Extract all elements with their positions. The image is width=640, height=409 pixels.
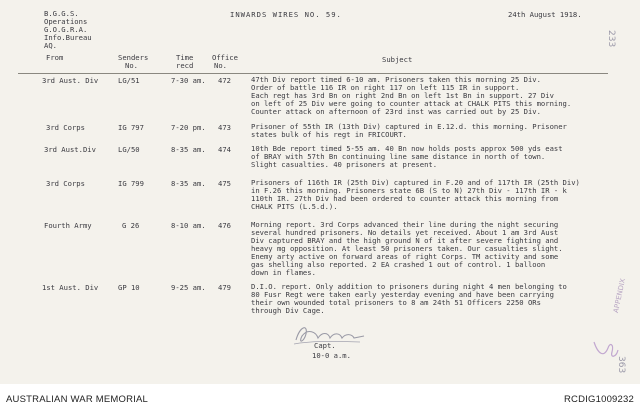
subject-line: Morning report. 3rd Corps advanced their line during the night securing: [251, 220, 559, 229]
margin-page-number: 363: [616, 356, 626, 374]
subject-line: D.I.O. report. Only addition to prisoners during night 4 men belonging to: [251, 282, 567, 291]
col-header-senders-no: No.: [125, 61, 138, 70]
cell-from: 3rd Corps: [46, 123, 85, 132]
org-line: G.O.G.R.A.: [44, 25, 88, 34]
document-date: 24th August 1918.: [508, 10, 582, 19]
cell-senders-no: IG 797: [118, 123, 144, 132]
org-line: AQ.: [44, 41, 57, 50]
subject-line: Prisoners of 116th IR (25th Div) captured in F.20 and of 117th IR (25th Div): [251, 178, 580, 187]
cell-senders-no: IG 799: [118, 179, 144, 188]
cell-from: 1st Aust. Div: [42, 283, 99, 292]
subject-line: Prisoner of 55th IR (13th Div) captured in E.12.d. this morning. Prisoner: [251, 122, 567, 131]
cell-from: 3rd Aust. Div: [42, 76, 99, 85]
margin-folio-number: 233: [606, 30, 616, 48]
subject-line: 110th IR. 27th Div had been ordered to counter attack this morning from: [251, 194, 559, 203]
col-header-office-no: No.: [214, 61, 227, 70]
cell-office-no: 475: [218, 179, 231, 188]
subject-line: gas shelling also reported. 2 EA crashed 1 out of control. 1 balloon: [251, 260, 546, 269]
subject-line: Slight casualties. 40 prisoners at present.: [251, 160, 438, 169]
subject-line: heavy mg opposition. At least 50 prisoners taken. Our casualties slight.: [251, 244, 563, 253]
subject-line: through Div Cage.: [251, 306, 325, 315]
cell-senders-no: G 26: [122, 221, 140, 230]
cell-senders-no: LG/51: [118, 76, 140, 85]
col-header-time: Time: [176, 53, 194, 62]
subject-line: Counter attack on afternoon of 23rd inst was carried out by 25 Div.: [251, 107, 541, 116]
archive-footer: [0, 384, 640, 409]
subject-line: their own wounded total prisoners to 8 am 24th 51 Officers 2250 ORs: [251, 298, 541, 307]
subject-line: on left of 25 Div were going to counter attack at CHALK PITS this morning.: [251, 99, 572, 108]
cell-office-no: 474: [218, 145, 231, 154]
cell-from: 3rd Aust.Div: [44, 145, 96, 154]
org-line: Operations: [44, 17, 88, 26]
cell-time: 9-25 am.: [171, 283, 206, 292]
org-line: B.G.G.S.: [44, 9, 79, 18]
col-header-senders: Senders: [118, 53, 149, 62]
subject-line: down in flames.: [251, 268, 316, 277]
header-rule: [18, 73, 608, 74]
cell-senders-no: GP 10: [118, 283, 140, 292]
col-header-office: Office: [212, 53, 238, 62]
cell-office-no: 479: [218, 283, 231, 292]
cell-from: 3rd Corps: [46, 179, 85, 188]
cell-time: 7-20 pm.: [171, 123, 206, 132]
subject-line: 80 Fusr Regt were taken early yesterday evening and have been carrying: [251, 290, 554, 299]
archive-credit: AUSTRALIAN WAR MEMORIAL: [6, 394, 149, 405]
signoff-time: 10-0 a.m.: [312, 351, 351, 360]
archive-id: RCDIG1009232: [564, 394, 634, 405]
subject-line: states bulk of his regt in FRICOURT.: [251, 130, 407, 139]
cell-office-no: 472: [218, 76, 231, 85]
cell-time: 8-35 am.: [171, 179, 206, 188]
subject-line: 47th Div report timed 6-10 am. Prisoners taken this morning 25 Div.: [251, 75, 541, 84]
appendix-stamp: APPENDIX: [612, 277, 628, 314]
subject-line: in F.26 this morning. Prisoners state 6B (S to N) 27th Div - 117th IR - k: [251, 186, 567, 195]
signoff-rank: Capt.: [314, 341, 336, 350]
col-header-subject: Subject: [382, 55, 413, 64]
cell-from: Fourth Army: [44, 221, 92, 230]
subject-line: Each regt has 3rd Bn on right 2nd Bn on left 1st Bn in support. 27 Div: [251, 91, 554, 100]
subject-line: of BRAY with 57th Bn continuing line same distance in north of town.: [251, 152, 546, 161]
cell-time: 8-35 am.: [171, 145, 206, 154]
subject-line: CHALK PITS (L.5.d.).: [251, 202, 338, 211]
subject-line: Order of battle 116 IR on right 117 on left 115 IR in support.: [251, 83, 520, 92]
subject-line: Div captured BRAY and the high ground N of it after severe fighting and: [251, 236, 559, 245]
col-header-from: From: [46, 53, 64, 62]
cell-office-no: 473: [218, 123, 231, 132]
cell-office-no: 476: [218, 221, 231, 230]
cell-time: 8-10 am.: [171, 221, 206, 230]
subject-line: 10th Bde report timed 5-55 am. 40 Bn now holds posts approx 500 yds east: [251, 144, 563, 153]
page-title: INWARDS WIRES NO. 59.: [230, 10, 342, 19]
subject-line: several hundred prisoners. No details yet received. About 1 am 3rd Aust: [251, 228, 559, 237]
subject-line: Enemy arty active on forward areas of right Corps. TM activity and some: [251, 252, 559, 261]
col-header-time-recd: recd: [176, 61, 194, 70]
org-line: Info.Bureau: [44, 33, 92, 42]
cell-senders-no: LG/50: [118, 145, 140, 154]
cell-time: 7-30 am.: [171, 76, 206, 85]
